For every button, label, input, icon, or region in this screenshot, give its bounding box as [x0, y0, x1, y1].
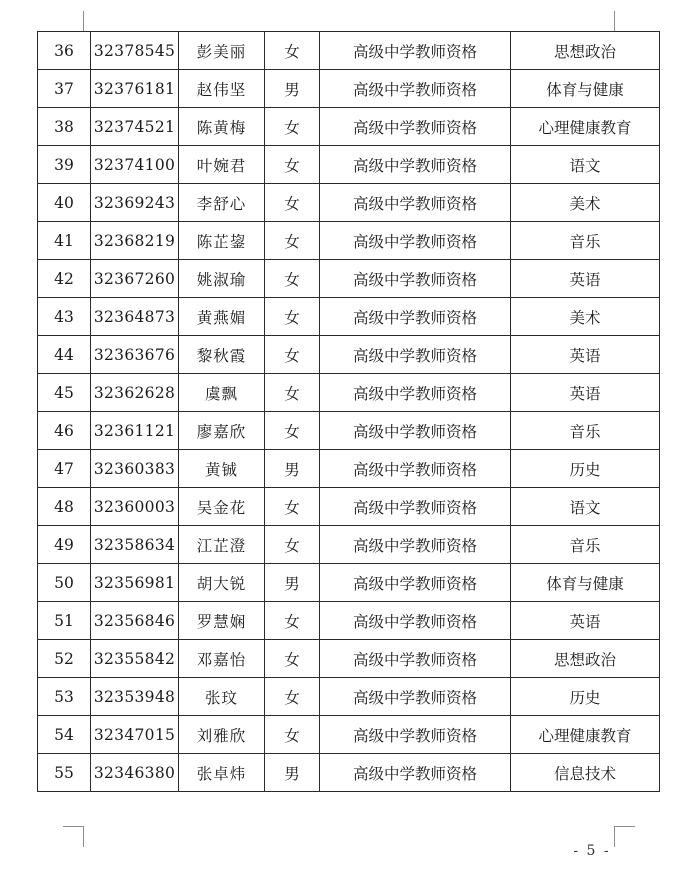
cell-gender: 女: [265, 716, 320, 754]
cell-gender: 男: [265, 450, 320, 488]
cell-exam-id: 32368219: [91, 222, 179, 260]
cell-qualification: 高级中学教师资格: [320, 260, 511, 298]
cell-row-number: 44: [38, 336, 91, 374]
cell-qualification: 高级中学教师资格: [320, 222, 511, 260]
cell-subject: 心理健康教育: [511, 108, 660, 146]
cell-row-number: 46: [38, 412, 91, 450]
cell-exam-id: 32376181: [91, 70, 179, 108]
candidate-table: [37, 31, 660, 792]
table-row: [38, 374, 660, 412]
cell-name: 罗慧娴: [179, 602, 265, 640]
cell-exam-id: 32355842: [91, 640, 179, 678]
crop-mark-bottom-left: [63, 826, 84, 847]
cell-subject: 语文: [511, 488, 660, 526]
cell-row-number: 40: [38, 184, 91, 222]
cell-name: 李舒心: [179, 184, 265, 222]
cell-row-number: 45: [38, 374, 91, 412]
cell-subject: 音乐: [511, 222, 660, 260]
cell-name: 黄燕媚: [179, 298, 265, 336]
cell-name: 姚淑瑜: [179, 260, 265, 298]
table-row: [38, 222, 660, 260]
cell-subject: 体育与健康: [511, 564, 660, 602]
cell-exam-id: 32374521: [91, 108, 179, 146]
table-row: [38, 564, 660, 602]
crop-mark-top-left: [63, 11, 84, 32]
cell-subject: 英语: [511, 260, 660, 298]
cell-exam-id: 32363676: [91, 336, 179, 374]
cell-gender: 女: [265, 678, 320, 716]
table-row: [38, 602, 660, 640]
table-row: [38, 526, 660, 564]
cell-exam-id: 32353948: [91, 678, 179, 716]
cell-qualification: 高级中学教师资格: [320, 374, 511, 412]
cell-subject: 心理健康教育: [511, 716, 660, 754]
table-row: [38, 260, 660, 298]
table-row: [38, 412, 660, 450]
cell-row-number: 50: [38, 564, 91, 602]
cell-subject: 历史: [511, 450, 660, 488]
cell-qualification: 高级中学教师资格: [320, 298, 511, 336]
page-number: - 5 -: [573, 843, 611, 859]
cell-subject: 英语: [511, 602, 660, 640]
cell-subject: 美术: [511, 184, 660, 222]
table-row: [38, 640, 660, 678]
cell-subject: 思想政治: [511, 640, 660, 678]
cell-name: 廖嘉欣: [179, 412, 265, 450]
table-row: [38, 32, 660, 70]
cell-exam-id: 32378545: [91, 32, 179, 70]
cell-row-number: 53: [38, 678, 91, 716]
cell-row-number: 43: [38, 298, 91, 336]
cell-qualification: 高级中学教师资格: [320, 70, 511, 108]
table-row: [38, 488, 660, 526]
cell-qualification: 高级中学教师资格: [320, 602, 511, 640]
cell-subject: 英语: [511, 374, 660, 412]
cell-name: 邓嘉怡: [179, 640, 265, 678]
cell-name: 陈黄梅: [179, 108, 265, 146]
cell-exam-id: 32358634: [91, 526, 179, 564]
cell-subject: 体育与健康: [511, 70, 660, 108]
cell-gender: 女: [265, 602, 320, 640]
cell-gender: 男: [265, 754, 320, 792]
cell-name: 江芷澄: [179, 526, 265, 564]
cell-gender: 女: [265, 488, 320, 526]
cell-subject: 信息技术: [511, 754, 660, 792]
table-row: [38, 754, 660, 792]
cell-qualification: 高级中学教师资格: [320, 412, 511, 450]
cell-qualification: 高级中学教师资格: [320, 716, 511, 754]
cell-exam-id: 32369243: [91, 184, 179, 222]
table-row: [38, 184, 660, 222]
cell-exam-id: 32367260: [91, 260, 179, 298]
table-row: [38, 298, 660, 336]
cell-exam-id: 32361121: [91, 412, 179, 450]
cell-row-number: 49: [38, 526, 91, 564]
cell-subject: 语文: [511, 146, 660, 184]
cell-row-number: 39: [38, 146, 91, 184]
cell-qualification: 高级中学教师资格: [320, 32, 511, 70]
cell-name: 陈芷鋆: [179, 222, 265, 260]
cell-row-number: 36: [38, 32, 91, 70]
cell-name: 张卓炜: [179, 754, 265, 792]
cell-name: 吴金花: [179, 488, 265, 526]
cell-subject: 思想政治: [511, 32, 660, 70]
cell-exam-id: 32347015: [91, 716, 179, 754]
cell-gender: 男: [265, 70, 320, 108]
cell-row-number: 54: [38, 716, 91, 754]
cell-gender: 女: [265, 108, 320, 146]
cell-row-number: 51: [38, 602, 91, 640]
cell-qualification: 高级中学教师资格: [320, 184, 511, 222]
cell-gender: 女: [265, 640, 320, 678]
cell-exam-id: 32362628: [91, 374, 179, 412]
cell-name: 张玟: [179, 678, 265, 716]
table-row: [38, 678, 660, 716]
table-row: [38, 450, 660, 488]
cell-subject: 英语: [511, 336, 660, 374]
table-row: [38, 146, 660, 184]
cell-name: 黄铖: [179, 450, 265, 488]
cell-qualification: 高级中学教师资格: [320, 526, 511, 564]
cell-exam-id: 32360383: [91, 450, 179, 488]
cell-exam-id: 32364873: [91, 298, 179, 336]
cell-gender: 女: [265, 298, 320, 336]
cell-gender: 女: [265, 146, 320, 184]
cell-qualification: 高级中学教师资格: [320, 108, 511, 146]
cell-gender: 女: [265, 336, 320, 374]
cell-gender: 女: [265, 222, 320, 260]
cell-row-number: 37: [38, 70, 91, 108]
cell-qualification: 高级中学教师资格: [320, 678, 511, 716]
cell-exam-id: 32356846: [91, 602, 179, 640]
cell-qualification: 高级中学教师资格: [320, 146, 511, 184]
cell-gender: 女: [265, 526, 320, 564]
cell-exam-id: 32356981: [91, 564, 179, 602]
cell-name: 叶婉君: [179, 146, 265, 184]
cell-row-number: 48: [38, 488, 91, 526]
cell-row-number: 55: [38, 754, 91, 792]
cell-exam-id: 32346380: [91, 754, 179, 792]
cell-qualification: 高级中学教师资格: [320, 336, 511, 374]
cell-qualification: 高级中学教师资格: [320, 640, 511, 678]
cell-name: 彭美丽: [179, 32, 265, 70]
cell-row-number: 41: [38, 222, 91, 260]
cell-gender: 女: [265, 412, 320, 450]
cell-gender: 女: [265, 32, 320, 70]
cell-name: 刘雅欣: [179, 716, 265, 754]
cell-row-number: 42: [38, 260, 91, 298]
cell-qualification: 高级中学教师资格: [320, 488, 511, 526]
cell-name: 虞飘: [179, 374, 265, 412]
table-row: [38, 70, 660, 108]
cell-row-number: 38: [38, 108, 91, 146]
cell-subject: 音乐: [511, 412, 660, 450]
cell-name: 赵伟坚: [179, 70, 265, 108]
cell-qualification: 高级中学教师资格: [320, 450, 511, 488]
cell-subject: 历史: [511, 678, 660, 716]
table-row: [38, 108, 660, 146]
cell-exam-id: 32360003: [91, 488, 179, 526]
cell-row-number: 52: [38, 640, 91, 678]
crop-mark-bottom-right: [614, 826, 635, 847]
cell-qualification: 高级中学教师资格: [320, 564, 511, 602]
cell-exam-id: 32374100: [91, 146, 179, 184]
table-row: [38, 336, 660, 374]
candidate-table-body: [38, 32, 660, 792]
cell-gender: 女: [265, 374, 320, 412]
cell-name: 黎秋霞: [179, 336, 265, 374]
cell-gender: 女: [265, 260, 320, 298]
cell-gender: 女: [265, 184, 320, 222]
cell-qualification: 高级中学教师资格: [320, 754, 511, 792]
cell-gender: 男: [265, 564, 320, 602]
crop-mark-top-right: [614, 11, 635, 32]
cell-subject: 音乐: [511, 526, 660, 564]
table-row: [38, 716, 660, 754]
cell-subject: 美术: [511, 298, 660, 336]
cell-row-number: 47: [38, 450, 91, 488]
cell-name: 胡大锐: [179, 564, 265, 602]
